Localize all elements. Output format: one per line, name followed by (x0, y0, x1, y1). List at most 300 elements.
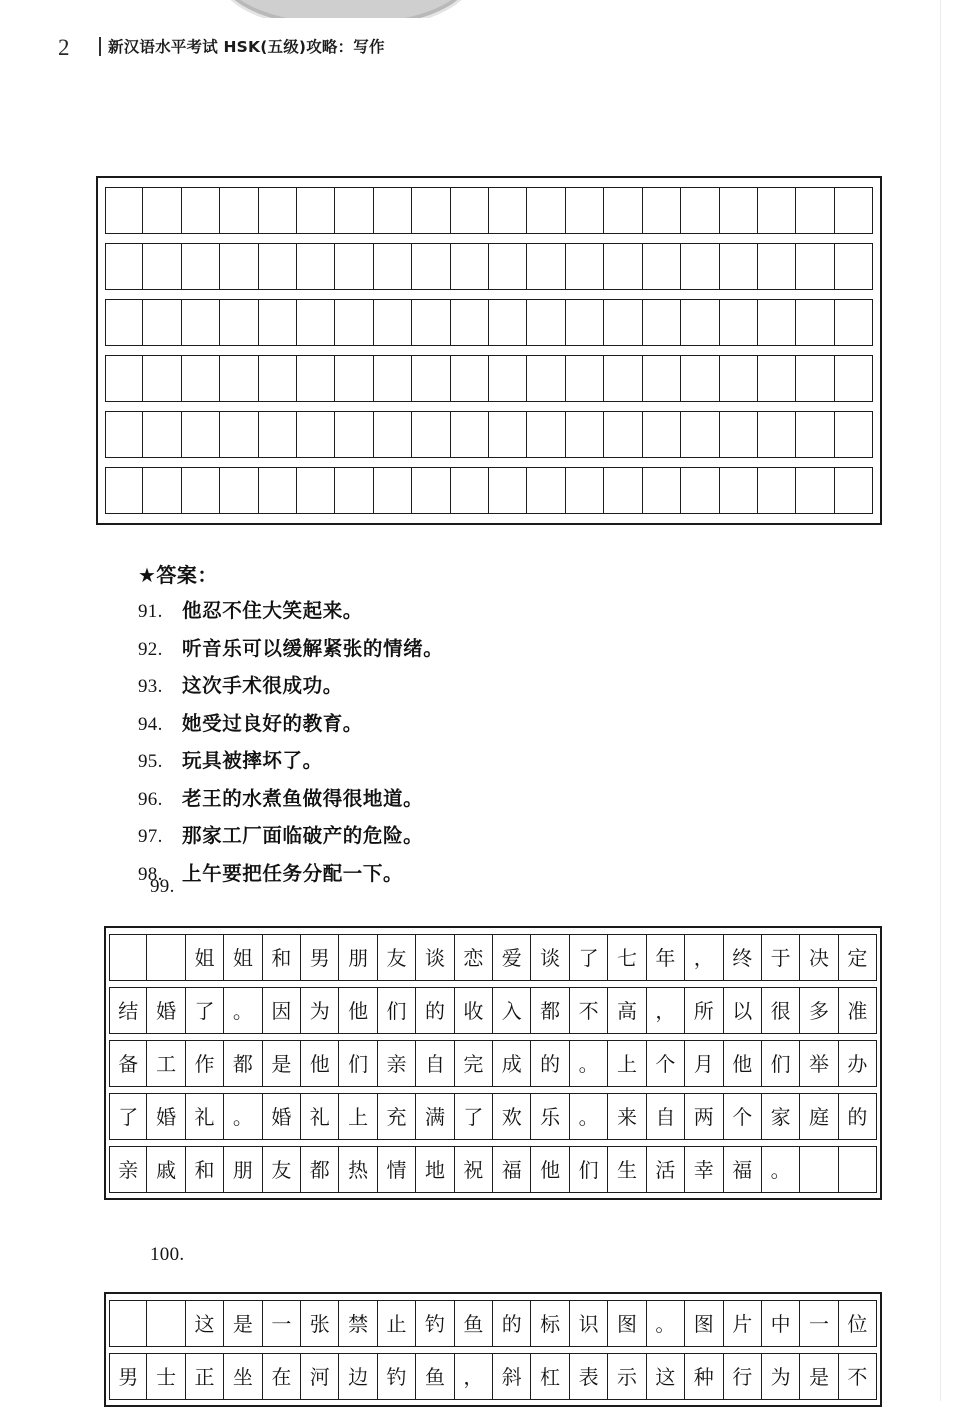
grid-cell (758, 411, 796, 458)
grid-cell: 个 (647, 1040, 685, 1087)
grid-cell (259, 355, 297, 402)
answer-number: 98. (138, 863, 163, 885)
grid-cell (796, 187, 834, 234)
grid-cell: 他 (339, 987, 377, 1034)
grid-cell: 自 (416, 1040, 454, 1087)
grid-cell: 婚 (147, 1093, 185, 1140)
grid-cell: 不 (839, 1353, 877, 1400)
grid-cell: 朋 (224, 1146, 262, 1193)
grid-row (109, 1300, 877, 1347)
grid-cell (297, 299, 335, 346)
grid-cell: 活 (647, 1146, 685, 1193)
grid-cell: 们 (570, 1146, 608, 1193)
grid-cell (335, 243, 373, 290)
grid-cell: 上 (339, 1093, 377, 1140)
grid-cell: 满 (416, 1093, 454, 1140)
grid-row (105, 187, 873, 234)
answer-grid-100 (104, 1292, 882, 1407)
grid-cell (105, 243, 143, 290)
grid-cell: 乐 (531, 1093, 569, 1140)
grid-cell (566, 355, 604, 402)
grid-cell (566, 299, 604, 346)
grid-cell: 他 (531, 1146, 569, 1193)
grid-cell (566, 411, 604, 458)
grid-cell: 地 (416, 1146, 454, 1193)
grid-row (109, 1040, 877, 1087)
grid-cell (720, 467, 758, 514)
answer-text: 上午要把任务分配一下。 (182, 861, 404, 885)
grid-cell (105, 187, 143, 234)
grid-cell (527, 243, 565, 290)
grid-cell (259, 467, 297, 514)
grid-cell: 入 (493, 987, 531, 1034)
answer-line (138, 820, 838, 858)
grid-cell: 张 (301, 1300, 339, 1347)
grid-cell: 所 (685, 987, 723, 1034)
grid-cell: 。 (224, 987, 262, 1034)
grid-cell: 钓 (416, 1300, 454, 1347)
grid-cell: 杠 (531, 1353, 569, 1400)
grid-cell (489, 355, 527, 402)
grid-cell: 位 (839, 1300, 877, 1347)
grid-cell (105, 355, 143, 402)
answer-line (138, 858, 838, 896)
grid-cell (643, 355, 681, 402)
grid-cell: 鱼 (455, 1300, 493, 1347)
grid-cell (374, 299, 412, 346)
grid-row (105, 299, 873, 346)
grid-cell (374, 355, 412, 402)
grid-cell (604, 187, 642, 234)
grid-cell (412, 355, 450, 402)
grid-cell: 们 (339, 1040, 377, 1087)
grid-cell: 两 (685, 1093, 723, 1140)
grid-cell: 的 (493, 1300, 531, 1347)
grid-cell (489, 467, 527, 514)
grid-row (109, 987, 877, 1034)
grid-cell: 中 (762, 1300, 800, 1347)
grid-cell: 年 (647, 934, 685, 981)
grid-row (109, 934, 877, 981)
grid-row (109, 1353, 877, 1400)
grid-cell: 边 (339, 1353, 377, 1400)
grid-cell: 因 (263, 987, 301, 1034)
grid-cell: 了 (570, 934, 608, 981)
grid-cell (720, 187, 758, 234)
grid-cell: 以 (724, 987, 762, 1034)
grid-cell (259, 243, 297, 290)
grid-cell (412, 299, 450, 346)
grid-cell: 亲 (109, 1146, 147, 1193)
grid-row (105, 411, 873, 458)
grid-cell: ， (455, 1353, 493, 1400)
grid-cell (796, 467, 834, 514)
grid-cell: 他 (301, 1040, 339, 1087)
grid-cell: 图 (685, 1300, 723, 1347)
grid-cell (335, 187, 373, 234)
grid-cell: 上 (608, 1040, 646, 1087)
grid-cell (297, 411, 335, 458)
grid-cell (604, 355, 642, 402)
grid-cell: 婚 (263, 1093, 301, 1140)
grid-cell (796, 243, 834, 290)
grid-cell: 识 (570, 1300, 608, 1347)
grid-cell (182, 467, 220, 514)
grid-cell: 禁 (339, 1300, 377, 1347)
grid-cell (720, 411, 758, 458)
answer-line (138, 670, 838, 708)
grid-cell: 情 (378, 1146, 416, 1193)
grid-cell: 收 (455, 987, 493, 1034)
grid-cell (182, 299, 220, 346)
grid-cell: 友 (378, 934, 416, 981)
grid-cell (297, 467, 335, 514)
grid-cell (220, 243, 258, 290)
grid-cell: 一 (800, 1300, 838, 1347)
grid-cell (143, 187, 181, 234)
grid-cell: 生 (608, 1146, 646, 1193)
answer-number: 95. (138, 751, 163, 772)
grid-row (105, 355, 873, 402)
answer-number: 92. (138, 638, 163, 660)
grid-cell: 和 (263, 934, 301, 981)
grid-cell (527, 187, 565, 234)
answer-line (138, 595, 838, 633)
grid-cell: 坐 (224, 1353, 262, 1400)
grid-cell (182, 187, 220, 234)
grid-cell: 。 (224, 1093, 262, 1140)
grid-row (109, 1146, 877, 1193)
grid-cell: 多 (800, 987, 838, 1034)
grid-cell (758, 467, 796, 514)
grid-cell (451, 355, 489, 402)
grid-cell: 。 (570, 1093, 608, 1140)
grid-cell: 片 (724, 1300, 762, 1347)
answer-text: 那家工厂面临破产的危险。 (182, 824, 424, 847)
answer-line (138, 708, 838, 746)
grid-cell (527, 411, 565, 458)
grid-cell: 福 (724, 1146, 762, 1193)
grid-cell (412, 467, 450, 514)
grid-cell (182, 355, 220, 402)
grid-cell: 鱼 (416, 1353, 454, 1400)
grid-cell: 举 (800, 1040, 838, 1087)
grid-cell: 表 (570, 1353, 608, 1400)
grid-cell: 为 (762, 1353, 800, 1400)
grid-cell (681, 411, 719, 458)
grid-cell: 。 (647, 1300, 685, 1347)
grid-cell: 止 (378, 1300, 416, 1347)
grid-cell (489, 299, 527, 346)
grid-cell (335, 355, 373, 402)
grid-cell: 和 (186, 1146, 224, 1193)
grid-cell: 充 (378, 1093, 416, 1140)
grid-cell: 的 (839, 1093, 877, 1140)
grid-cell (489, 187, 527, 234)
grid-cell: 是 (800, 1353, 838, 1400)
grid-cell (796, 355, 834, 402)
grid-cell: 礼 (186, 1093, 224, 1140)
grid-cell: 祝 (455, 1146, 493, 1193)
grid-cell: 很 (762, 987, 800, 1034)
grid-cell (566, 243, 604, 290)
grid-cell: 作 (186, 1040, 224, 1087)
grid-cell (527, 299, 565, 346)
grid-cell: 恋 (455, 934, 493, 981)
blank-writing-grid (96, 176, 882, 525)
grid-cell (297, 243, 335, 290)
grid-cell: 一 (263, 1300, 301, 1347)
grid-cell (182, 243, 220, 290)
grid-cell: 钓 (378, 1353, 416, 1400)
answers-section (138, 560, 838, 895)
grid-cell: 了 (109, 1093, 147, 1140)
grid-cell (527, 467, 565, 514)
grid-cell (259, 187, 297, 234)
grid-cell (220, 187, 258, 234)
grid-cell: 家 (762, 1093, 800, 1140)
grid-cell (374, 187, 412, 234)
grid-cell (796, 299, 834, 346)
answer-number: 91. (138, 601, 163, 622)
grid-cell: 为 (301, 987, 339, 1034)
grid-cell (604, 411, 642, 458)
grid-cell (566, 467, 604, 514)
grid-cell: 戚 (147, 1146, 185, 1193)
grid-cell: 们 (762, 1040, 800, 1087)
grid-cell: 自 (647, 1093, 685, 1140)
grid-cell (681, 299, 719, 346)
grid-cell: 姐 (224, 934, 262, 981)
grid-cell (412, 187, 450, 234)
grid-cell: 友 (263, 1146, 301, 1193)
grid-cell: 他 (724, 1040, 762, 1087)
grid-cell (835, 243, 873, 290)
grid-cell (412, 411, 450, 458)
page-edge-rule (940, 0, 941, 1401)
grid-cell (412, 243, 450, 290)
grid-cell (374, 243, 412, 290)
grid-cell (839, 1146, 877, 1193)
grid-cell (681, 187, 719, 234)
grid-cell: 都 (531, 987, 569, 1034)
page-number: 2 (58, 35, 70, 60)
grid-cell: 谈 (416, 934, 454, 981)
grid-row (109, 1093, 877, 1140)
grid-cell (604, 243, 642, 290)
grid-cell (143, 411, 181, 458)
grid-cell: 于 (762, 934, 800, 981)
answer-text: 玩具被摔坏了。 (182, 749, 323, 772)
grid-cell (643, 299, 681, 346)
grid-cell: 姐 (186, 934, 224, 981)
grid-cell (220, 411, 258, 458)
grid-cell: 决 (800, 934, 838, 981)
grid-cell: 亲 (378, 1040, 416, 1087)
grid-cell: 朋 (339, 934, 377, 981)
grid-row (105, 243, 873, 290)
grid-cell: 谈 (531, 934, 569, 981)
answer-text: 老王的水煮鱼做得很地道。 (182, 786, 424, 810)
grid-cell (374, 467, 412, 514)
grid-cell: 结 (109, 987, 147, 1034)
grid-cell (105, 299, 143, 346)
grid-cell: 都 (301, 1146, 339, 1193)
grid-cell: 七 (608, 934, 646, 981)
grid-cell (720, 299, 758, 346)
answer-text: 她受过良好的教育。 (182, 711, 363, 735)
answer-line (138, 745, 838, 783)
grid-cell: 的 (531, 1040, 569, 1087)
grid-cell (835, 355, 873, 402)
grid-cell (643, 411, 681, 458)
grid-cell: 这 (186, 1300, 224, 1347)
answer-grid-99 (104, 926, 882, 1200)
answers-list (138, 595, 838, 895)
grid-cell (796, 411, 834, 458)
grid-cell: 了 (455, 1093, 493, 1140)
grid-cell (297, 355, 335, 402)
grid-cell (835, 187, 873, 234)
grid-cell (835, 299, 873, 346)
grid-cell (758, 355, 796, 402)
grid-cell (220, 467, 258, 514)
question-number-100: 100. (150, 1244, 185, 1265)
grid-cell: 来 (608, 1093, 646, 1140)
grid-cell (758, 243, 796, 290)
grid-cell: 河 (301, 1353, 339, 1400)
grid-cell (566, 187, 604, 234)
grid-cell: 图 (608, 1300, 646, 1347)
running-head-title: 新汉语水平考试 HSK(五级)攻略：写作 (108, 38, 385, 56)
answer-number: 94. (138, 713, 163, 735)
grid-cell (643, 187, 681, 234)
grid-cell (220, 299, 258, 346)
grid-cell (758, 299, 796, 346)
grid-cell (527, 355, 565, 402)
grid-cell: 备 (109, 1040, 147, 1087)
grid-cell (720, 355, 758, 402)
answer-number: 97. (138, 826, 163, 847)
grid-cell (335, 467, 373, 514)
grid-cell (800, 1146, 838, 1193)
grid-cell: 终 (724, 934, 762, 981)
grid-cell: 高 (608, 987, 646, 1034)
grid-cell: 。 (570, 1040, 608, 1087)
running-head (0, 33, 960, 67)
grid-cell (681, 355, 719, 402)
grid-cell (451, 187, 489, 234)
running-head-divider (99, 37, 101, 56)
grid-cell (147, 934, 185, 981)
grid-cell (720, 243, 758, 290)
grid-cell (147, 1300, 185, 1347)
grid-cell: 热 (339, 1146, 377, 1193)
grid-cell (643, 243, 681, 290)
grid-cell: 。 (762, 1146, 800, 1193)
grid-cell: 标 (531, 1300, 569, 1347)
grid-cell (143, 299, 181, 346)
grid-cell (105, 411, 143, 458)
grid-cell: 庭 (800, 1093, 838, 1140)
grid-cell: 婚 (147, 987, 185, 1034)
answer-text: 听音乐可以缓解紧张的情绪。 (182, 636, 444, 660)
answer-line (138, 633, 838, 671)
answer-text: 他忍不住大笑起来。 (182, 599, 363, 622)
grid-cell (489, 243, 527, 290)
grid-cell: 男 (301, 934, 339, 981)
grid-cell: 男 (109, 1353, 147, 1400)
grid-cell (681, 467, 719, 514)
grid-cell: 不 (570, 987, 608, 1034)
grid-cell (451, 243, 489, 290)
grid-row (105, 467, 873, 514)
grid-cell: 福 (493, 1146, 531, 1193)
grid-cell (451, 467, 489, 514)
grid-cell (259, 411, 297, 458)
question-number-99: 99. (150, 876, 175, 897)
grid-cell (297, 187, 335, 234)
answers-heading: ★答案： (138, 563, 218, 587)
grid-cell: 准 (839, 987, 877, 1034)
grid-cell (335, 299, 373, 346)
grid-cell (143, 467, 181, 514)
grid-cell: 办 (839, 1040, 877, 1087)
grid-cell: 成 (493, 1040, 531, 1087)
grid-cell: 爱 (493, 934, 531, 981)
grid-cell (374, 411, 412, 458)
grid-cell (182, 411, 220, 458)
grid-cell: 是 (263, 1040, 301, 1087)
grid-cell (259, 299, 297, 346)
grid-cell: 示 (608, 1353, 646, 1400)
grid-cell (835, 467, 873, 514)
grid-cell: 正 (186, 1353, 224, 1400)
grid-cell (604, 467, 642, 514)
grid-cell (835, 411, 873, 458)
grid-cell: 定 (839, 934, 877, 981)
grid-cell: 在 (263, 1353, 301, 1400)
grid-cell (604, 299, 642, 346)
grid-cell (758, 187, 796, 234)
grid-cell: 幸 (685, 1146, 723, 1193)
grid-cell: 的 (416, 987, 454, 1034)
grid-cell (109, 1300, 147, 1347)
grid-cell: 礼 (301, 1093, 339, 1140)
grid-cell (109, 934, 147, 981)
grid-cell: 都 (224, 1040, 262, 1087)
answer-text: 这次手术很成功。 (182, 674, 343, 697)
grid-cell: 月 (685, 1040, 723, 1087)
grid-cell (451, 299, 489, 346)
answer-number: 93. (138, 676, 163, 697)
grid-cell: 这 (647, 1353, 685, 1400)
grid-cell: 行 (724, 1353, 762, 1400)
grid-cell: 完 (455, 1040, 493, 1087)
grid-cell (335, 411, 373, 458)
grid-cell: 了 (186, 987, 224, 1034)
grid-cell (681, 243, 719, 290)
grid-cell: 个 (724, 1093, 762, 1140)
grid-cell (220, 355, 258, 402)
grid-cell: 斜 (493, 1353, 531, 1400)
answer-line (138, 783, 838, 821)
grid-cell (105, 467, 143, 514)
grid-cell: 种 (685, 1353, 723, 1400)
grid-cell (451, 411, 489, 458)
grid-cell: 士 (147, 1353, 185, 1400)
grid-cell (143, 243, 181, 290)
